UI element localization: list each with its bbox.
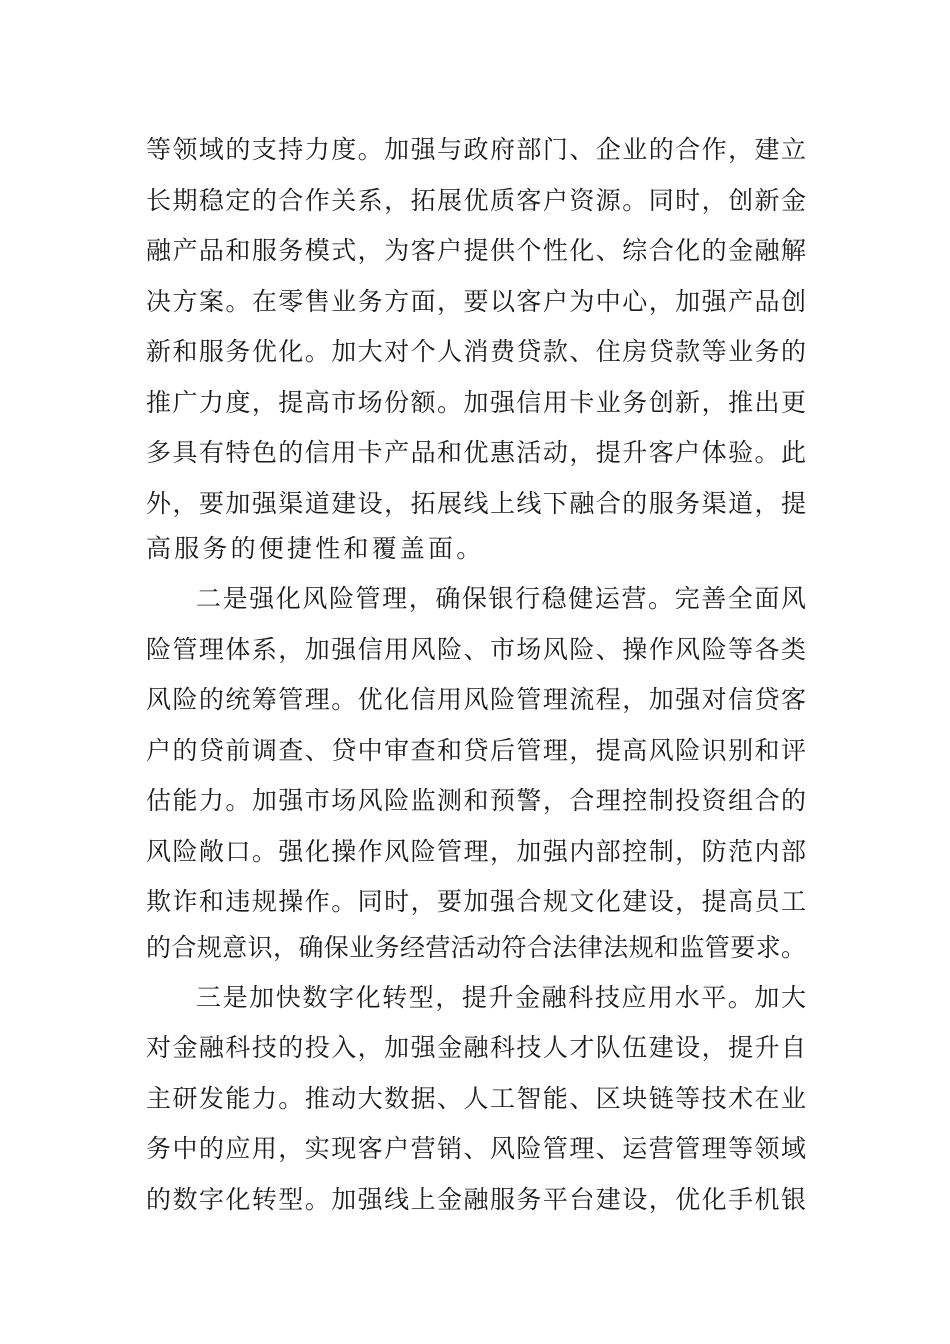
text-line: 推广力度，提高市场份额。加强信用卡业务创新，推出更 [146,388,806,417]
text-line-paragraph-end: 高服务的便捷性和覆盖面。 [146,534,485,563]
text-line: 欺诈和违规操作。同时，要加强合规文化建设，提高员工 [146,887,806,916]
text-line: 长期稳定的合作关系，拓展优质客户资源。同时，创新金 [146,186,806,215]
text-line: 融产品和服务模式，为客户提供个性化、综合化的金融解 [146,236,806,265]
text-line: 险管理体系，加强信用风险、市场风险、操作风险等各类 [146,635,806,664]
text-line-paragraph-end: 的合规意识，确保业务经营活动符合法律法规和监管要求。 [146,933,806,962]
text-line: 决方案。在零售业务方面，要以客户为中心，加强产品创 [146,287,806,316]
text-line: 多具有特色的信用卡产品和优惠活动，提升客户体验。此 [146,438,806,467]
text-line: 等领域的支持力度。加强与政府部门、企业的合作，建立 [146,135,806,164]
paragraph-first-line: 三是加快数字化转型，提升金融科技应用水平。加大 [196,983,806,1012]
text-line: 外，要加强渠道建设，拓展线上线下融合的服务渠道，提 [146,489,806,518]
text-line: 估能力。加强市场风险监测和预警，合理控制投资组合的 [146,786,806,815]
text-line: 主研发能力。推动大数据、人工智能、区块链等技术在业 [146,1084,806,1113]
text-line: 风险的统筹管理。优化信用风险管理流程，加强对信贷客 [146,685,806,714]
paragraph-first-line: 二是强化风险管理，确保银行稳健运营。完善全面风 [196,584,806,613]
text-line: 对金融科技的投入，加强金融科技人才队伍建设，提升自 [146,1033,806,1062]
text-line: 务中的应用，实现客户营销、风险管理、运营管理等领域 [146,1134,806,1163]
text-line: 风险敞口。强化操作风险管理，加强内部控制，防范内部 [146,837,806,866]
text-line: 户的贷前调查、贷中审查和贷后管理，提高风险识别和评 [146,736,806,765]
text-line: 的数字化转型。加强线上金融服务平台建设，优化手机银 [146,1185,806,1214]
text-line: 新和服务优化。加大对个人消费贷款、住房贷款等业务的 [146,337,806,366]
